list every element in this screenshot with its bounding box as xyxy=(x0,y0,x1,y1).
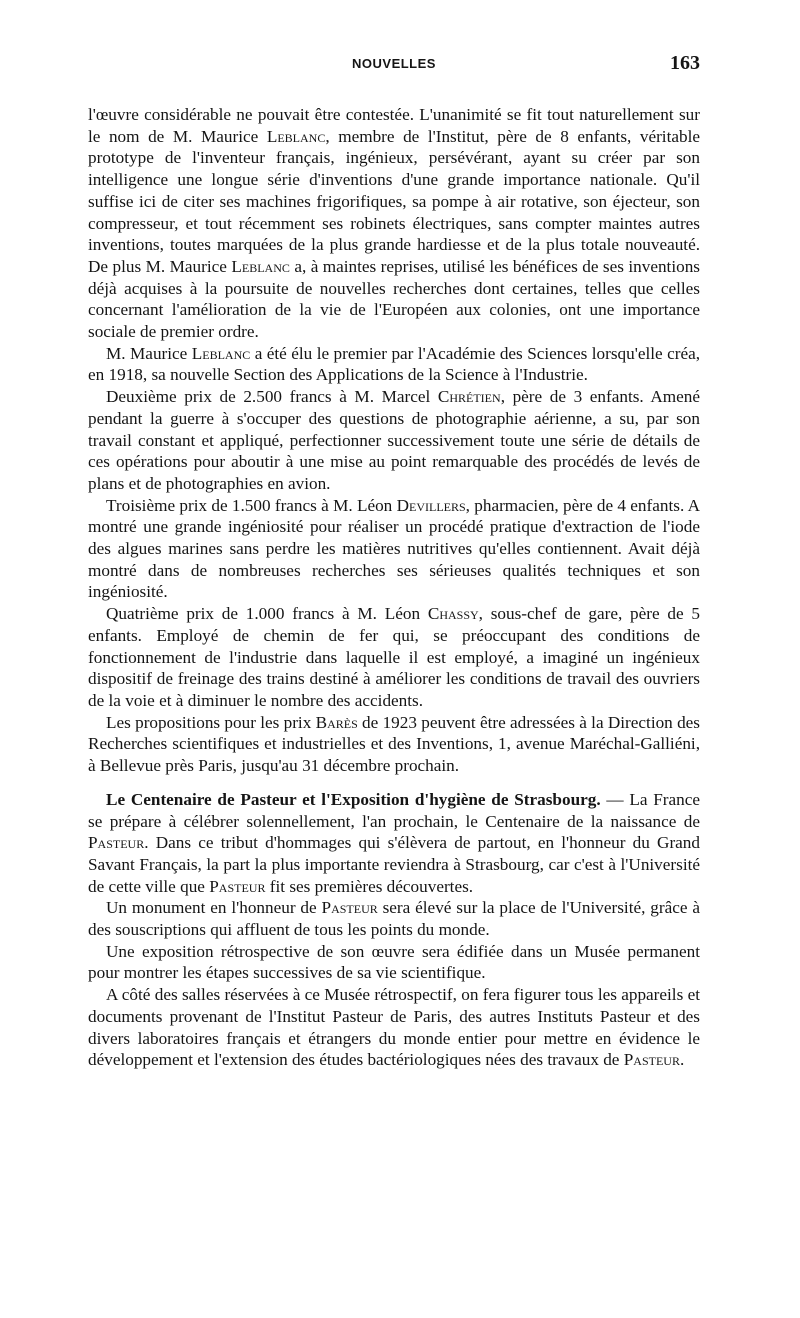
person-name: Devillers xyxy=(396,495,466,515)
paragraph xyxy=(88,386,700,495)
body-text xyxy=(88,104,700,1071)
text-run: . Dans ce tribut d'hommages qui s'élèvera de partout, en l'honneur du Grand Savant Français, la part la plus importante reviendra à Strasbourg, car c'est à l'Université de cette ville que xyxy=(88,833,700,896)
person-name: Leblanc xyxy=(191,343,251,363)
text-run: A côté des salles réservées à ce Musée rétrospectif, on fera figurer tous les appareils et documents provenant de l'Institut Pasteur de Paris, des autres Instituts Pasteur et des divers laboratoires français et étrangers du monde entier pour mettre en évidence le développement et l'extension des études bactériologiques nées des travaux de xyxy=(88,985,700,1070)
paragraph xyxy=(88,343,700,386)
text-run: Quatrième prix de 1.000 francs à M. Léon xyxy=(106,604,428,624)
text-run: , père de 3 enfants. Amené pendant la guerre à s'occuper des questions de photographie aérienne, a su, par son travail constant et appliqué, perfectionner successivement toute une série de détails de ces opérations pour aboutir à une mise au point remarquable des procédés de levés de plans et de photographies en avion. xyxy=(88,387,700,493)
paragraph xyxy=(88,603,700,712)
text-run: M. Maurice xyxy=(106,343,192,363)
text-run: a été élu le premier par l'Académie des Sciences lorsqu'elle créa, en 1918, sa nouvelle Section des Applications de la Science à l'Industrie. xyxy=(88,343,701,385)
person-name: Pasteur xyxy=(321,898,378,918)
person-name: Leblanc xyxy=(231,256,290,276)
text-run: l'œuvre considérable ne pouvait être contestée. L'unanimité se fit tout naturellement sur le nom de M. Maurice xyxy=(88,105,700,146)
section-paragraph xyxy=(88,789,700,898)
text-run: Les propositions pour les prix xyxy=(106,712,316,732)
person-name: Pasteur xyxy=(623,1050,680,1070)
text-run: Troisième prix de 1.500 francs à M. Léon xyxy=(106,495,397,515)
paragraph xyxy=(88,495,700,604)
text-run: , sous-chef de gare, père de 5 enfants. Employé de chemin de fer qui, se préoccupant des conditions de fonctionnement de l'industrie dans laquelle il est employé, a imaginé un ingénieux dispositif de freinage des trains destiné à améliorer les conditions de travail des ouvriers de la voie et à diminuer le nombre des accidents. xyxy=(88,604,700,710)
text-run: , pharmacien, père de 4 enfants. A montré une grande ingéniosité pour réaliser un procédé pratique d'extraction de l'iode des algues marines sans perdre les matières nutritives qu'elles contiennent. Avait déjà montré dans de nombreuses recherches ses sérieuses qualités techniques et son ingéniosité. xyxy=(88,495,700,602)
paragraph xyxy=(88,897,700,940)
paragraph xyxy=(88,104,700,343)
text-run: . xyxy=(679,1050,685,1070)
person-name: Barès xyxy=(315,712,358,732)
page-number: 163 xyxy=(670,52,700,74)
page-header xyxy=(88,52,700,80)
text-run: , membre de l'Institut, père de 8 enfants, véritable prototype de l'inventeur français, ingénieux, persévérant, ayant su créer par son intelligence une longue série d'inventions d'une grande importance nationale. Qu'il suffise ici de citer ses machines frigorifiques, sa pompe à air rotative, son éjecteur, son compresseur, et tout récemment ses robinets électriques, sans compter maintes autres inventions, toutes marquées de la plus grande hardiesse et de la plus totale nouveauté. De plus M. Maurice xyxy=(88,126,700,276)
text-run: Deuxième prix de 2.500 francs à M. Marcel xyxy=(106,387,438,407)
text-run: sera élevé sur la place de l'Université, grâce à des souscriptions qui affluent de tous les points du monde. xyxy=(88,898,700,940)
paragraph xyxy=(88,984,700,1071)
text-run: Un monument en l'honneur de xyxy=(106,898,322,918)
section-title: Le Centenaire de Pasteur et l'Exposition d'hygiène de Strasbourg. xyxy=(106,789,601,809)
person-name: Pasteur xyxy=(209,876,266,896)
paragraph xyxy=(88,941,700,984)
text-run: — La France se prépare à célébrer solennellement, l'an prochain, le Centenaire de la naissance de xyxy=(88,789,700,831)
text-run: de 1923 peuvent être adressées à la Direction des Recherches scientifiques et industrielles et des Inventions, 1, avenue Maréchal-Galliéni, à Bellevue près Paris, jusqu'au 31 décembre prochain. xyxy=(88,712,700,776)
person-name: Chrétien xyxy=(437,387,501,407)
text-run: Une exposition rétrospective de son œuvre sera édifiée dans un Musée permanent pour montrer les étapes successives de sa vie scientifique. xyxy=(88,941,700,983)
text-run: a, à maintes reprises, utilisé les bénéfices de ses inventions déjà acquises à la poursuite de nouvelles recherches dont certaines, telles que celles concernant l'amélioration de la vie de l'Européen aux colonies, ont une importance sociale de premier ordre. xyxy=(88,256,700,342)
person-name: Leblanc xyxy=(266,126,326,146)
person-name: Pasteur xyxy=(88,833,145,853)
paragraph xyxy=(88,712,700,777)
person-name: Chassy xyxy=(427,604,479,624)
text-run: fit ses premières découvertes. xyxy=(265,876,474,896)
running-title: NOUVELLES xyxy=(352,56,436,71)
